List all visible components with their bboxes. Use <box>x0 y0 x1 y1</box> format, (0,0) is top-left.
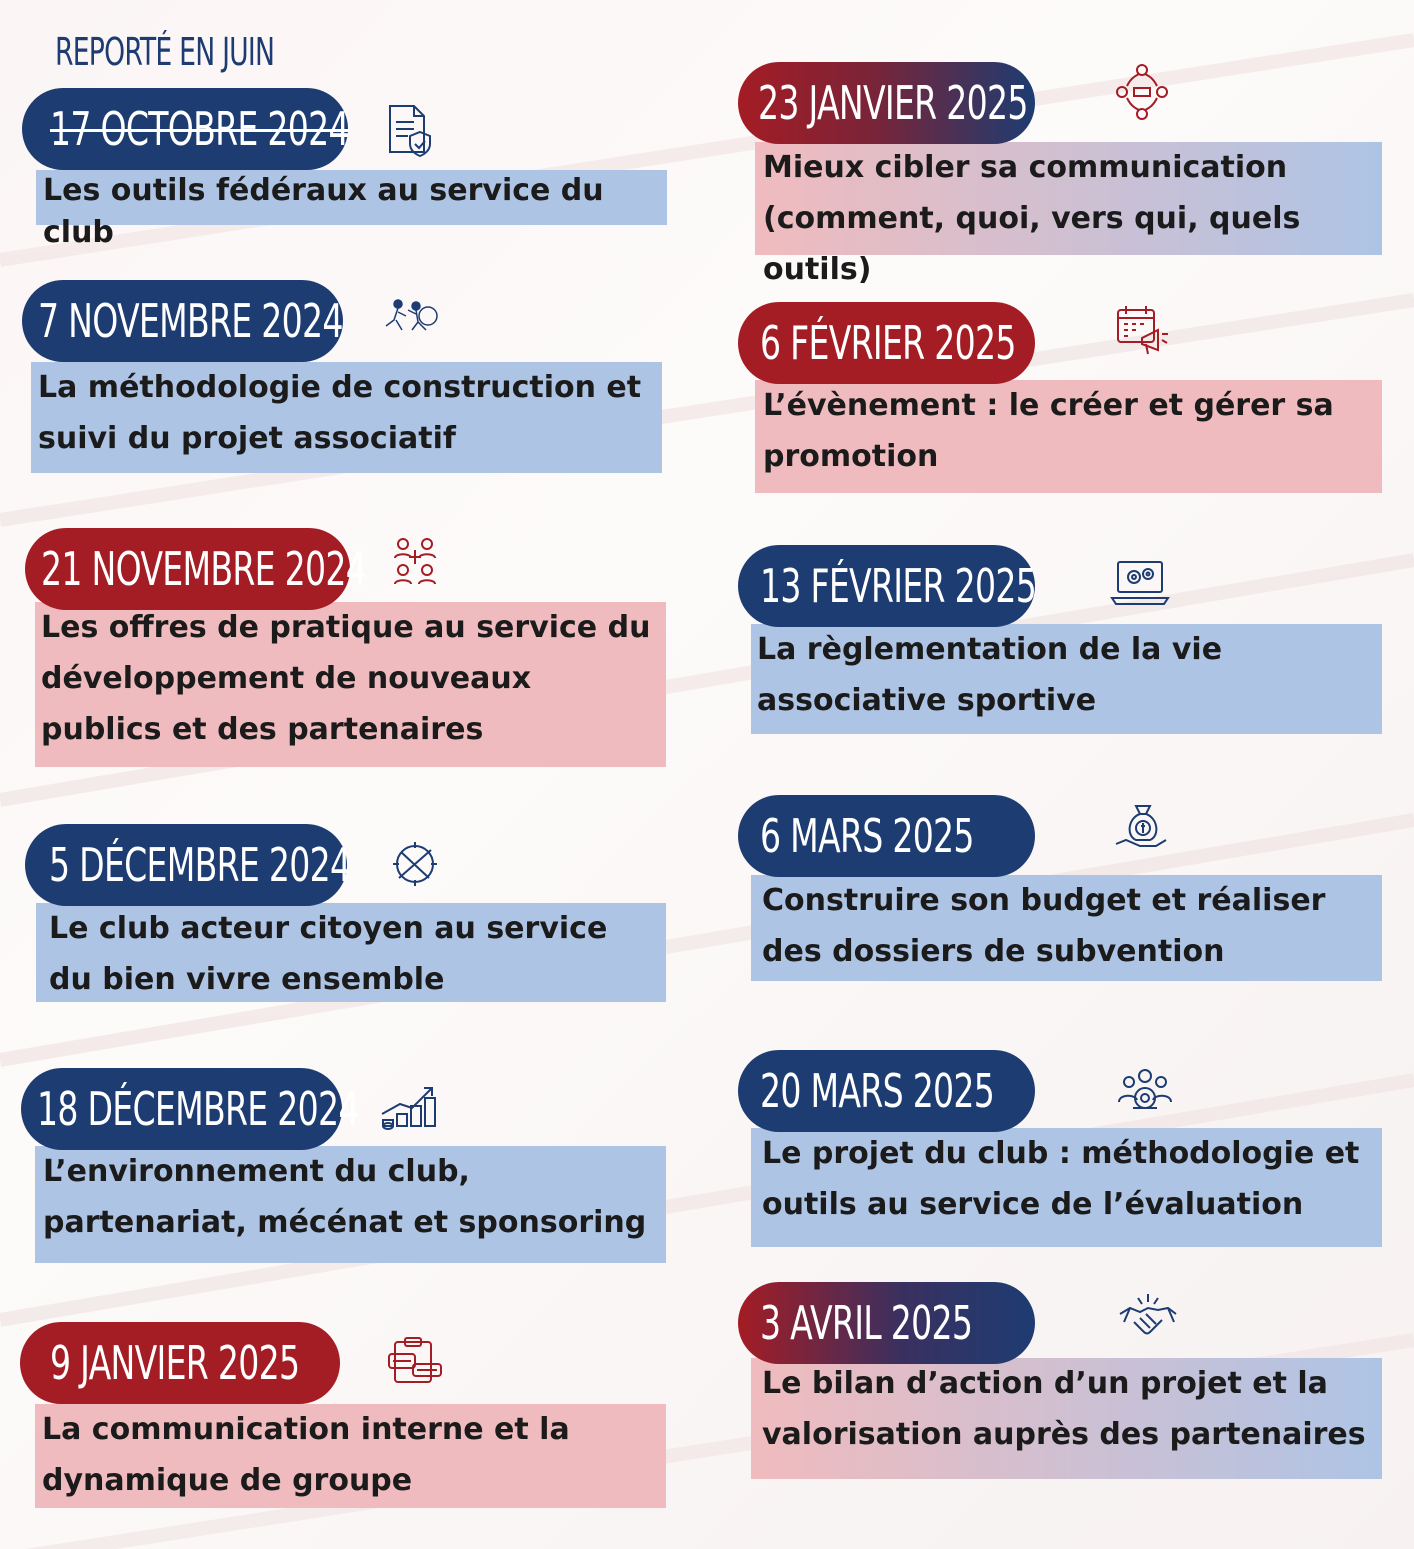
session-date-pill <box>738 1050 1035 1132</box>
session-title: Les outils fédéraux au service du club <box>43 173 604 250</box>
session-title-box <box>751 875 1382 981</box>
handshake-icon <box>1118 1290 1178 1350</box>
session-date: 23 JANVIER 2025 <box>758 76 1028 130</box>
session-date: 7 NOVEMBRE 2024 <box>38 294 343 348</box>
session-title: La méthodologie de construction et suivi du projet associatif <box>38 370 642 456</box>
session-date-pill <box>25 528 367 610</box>
communication-network-icon <box>1112 62 1172 122</box>
session-title: Les offres de pratique au service du développement de nouveaux publics et des partenaires <box>41 610 651 747</box>
session-date: 6 FÉVRIER 2025 <box>760 316 1016 370</box>
chat-clipboard-icon <box>385 1330 445 1390</box>
session-date: 18 DÉCEMBRE 2024 <box>37 1082 359 1136</box>
session-date-pill <box>22 280 343 362</box>
money-bag-hand-icon <box>1112 800 1172 860</box>
session-title-box <box>35 602 666 767</box>
session-date-pill <box>738 795 1035 877</box>
session-date-pill <box>21 1068 359 1150</box>
session-date-pill <box>738 1282 1035 1364</box>
session-date-pill <box>22 88 348 170</box>
session-date: 3 AVRIL 2025 <box>760 1296 973 1350</box>
session-title: L’évènement : le créer et gérer sa promotion <box>763 388 1334 474</box>
session-title-box <box>751 1128 1382 1247</box>
session-title-box <box>36 170 667 250</box>
team-target-icon <box>1115 1062 1175 1122</box>
calendar-megaphone-icon <box>1112 300 1172 360</box>
session-title: La communication interne et la dynamique de groupe <box>42 1412 570 1498</box>
handball-players-icon <box>380 290 440 350</box>
session-title: Mieux cibler sa communication (comment, quoi, vers qui, quels outils) <box>763 150 1301 287</box>
session-date-pill <box>738 545 1035 627</box>
session-title-box <box>31 362 662 473</box>
session-title-box <box>755 380 1382 493</box>
session-title-box <box>35 1404 666 1508</box>
postponed-note: REPORTÉ EN JUIN <box>55 30 275 74</box>
session-title: Construire son budget et réaliser des dossiers de subvention <box>762 883 1326 969</box>
session-title: L’environnement du club, partenariat, mécénat et sponsoring <box>43 1154 647 1240</box>
session-date-pill <box>25 824 351 906</box>
helping-hands-icon <box>385 834 445 894</box>
session-title-box <box>755 142 1382 287</box>
session-title: Le club acteur citoyen au service du bien vivre ensemble <box>49 911 608 997</box>
group-network-icon <box>385 530 445 590</box>
session-title-box <box>35 1146 666 1263</box>
session-date: 13 FÉVRIER 2025 <box>760 559 1037 613</box>
session-date: 21 NOVEMBRE 2024 <box>41 542 367 596</box>
document-shield-icon <box>380 100 440 160</box>
session-date: 20 MARS 2025 <box>760 1064 995 1118</box>
session-title-box <box>36 903 666 1002</box>
session-title: La règlementation de la vie associative sportive <box>757 632 1223 718</box>
growth-chart-icon <box>378 1080 438 1140</box>
session-title-box <box>751 624 1382 734</box>
session-title: Le projet du club : méthodologie et outils au service de l’évaluation <box>762 1136 1360 1222</box>
session-date: 9 JANVIER 2025 <box>50 1336 300 1390</box>
session-date: 17 OCTOBRE 2024 <box>50 102 349 156</box>
session-date: 5 DÉCEMBRE 2024 <box>49 838 351 892</box>
laptop-gears-icon <box>1110 552 1170 612</box>
session-date-pill <box>20 1322 340 1404</box>
session-date: 6 MARS 2025 <box>760 809 974 863</box>
session-title: Le bilan d’action d’un projet et la valorisation auprès des partenaires <box>762 1366 1366 1452</box>
session-date-pill <box>738 62 1035 144</box>
session-date-pill <box>738 302 1035 384</box>
session-title-box <box>751 1358 1382 1479</box>
